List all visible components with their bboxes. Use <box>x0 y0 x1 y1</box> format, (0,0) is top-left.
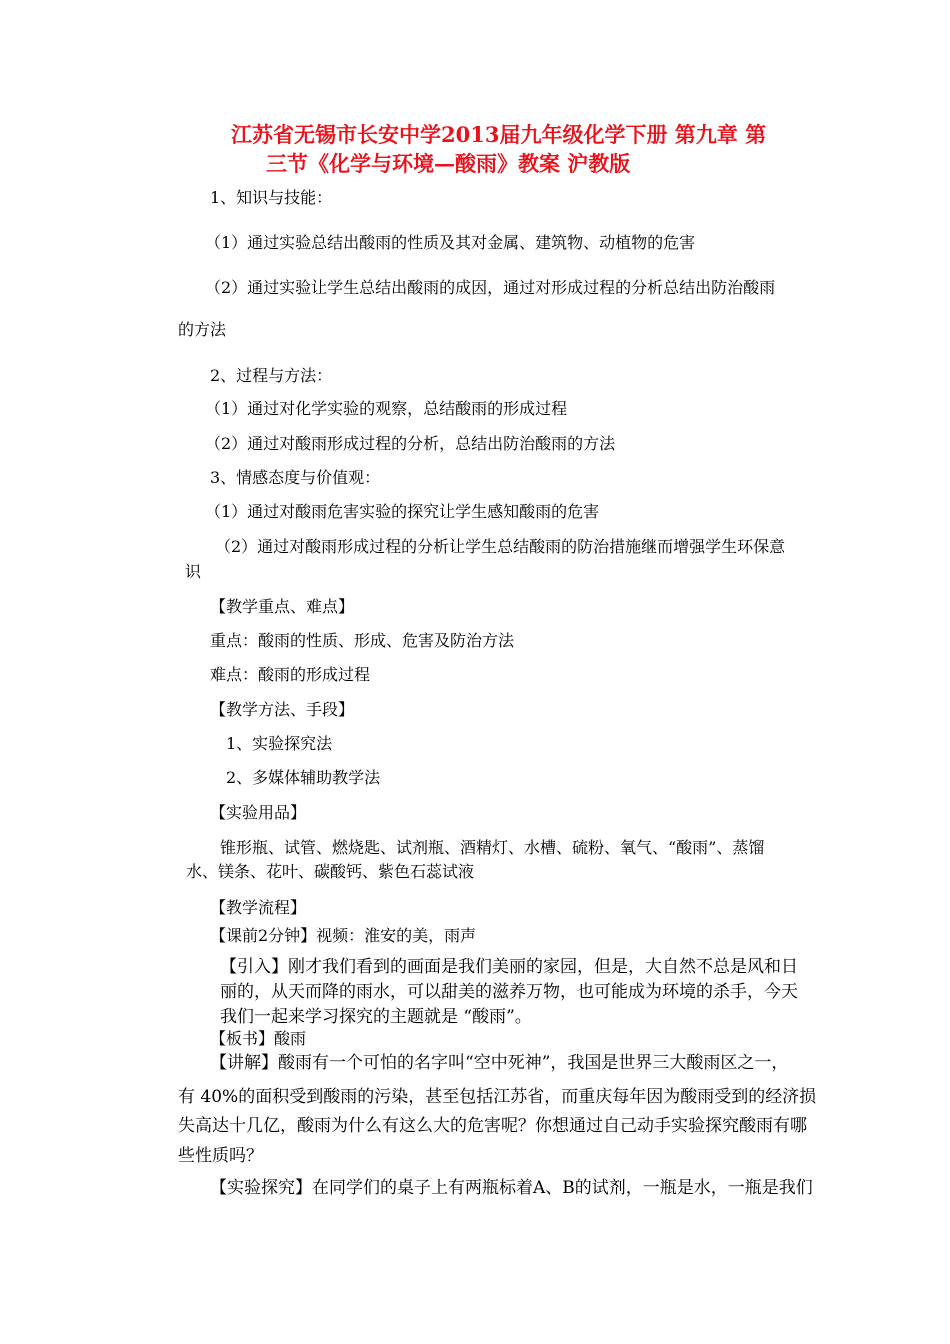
materials-text: 锥形瓶、试管、燃烧匙、试剂瓶、酒精灯、水槽、硫粉、氧气、“酸雨”、蒸馏 <box>220 838 765 857</box>
board-note: 【板书】酸雨 <box>210 1029 307 1048</box>
section-process-method: 2、过程与方法： <box>210 366 333 385</box>
flow-text: 【课前2分钟】视频：淮安的美，雨声 <box>210 926 477 945</box>
objective-text: （2）通过对酸雨形成过程的分析让学生总结酸雨的防治措施继而增强学生环保意 <box>215 537 786 556</box>
intro-paragraph: 【引入】刚才我们看到的画面是我们美丽的家园，但是，大自然不总是风和日 <box>220 957 798 977</box>
lecture-paragraph: 失高达十几亿，酸雨为什么有这么大的危害呢？你想通过自己动手实验探究酸雨有哪 <box>178 1116 807 1136</box>
lecture-paragraph: 有 40%的面积受到酸雨的污染，甚至包括江苏省，而重庆每年因为酸雨受到的经济损 <box>178 1087 817 1107</box>
lecture-paragraph: 【讲解】酸雨有一个可怕的名字叫“空中死神”，我国是世界三大酸雨区之一， <box>210 1053 789 1073</box>
lecture-paragraph: 些性质吗？ <box>178 1146 263 1166</box>
intro-paragraph: 丽的，从天而降的雨水，可以甜美的滋养万物，也可能成为环境的杀手，今天 <box>220 982 798 1002</box>
heading-teaching-flow: 【教学流程】 <box>210 898 307 917</box>
document-title-line-2: 三节《化学与环境—酸雨》教案 沪教版 <box>266 151 631 176</box>
experiment-paragraph: 【实验探究】在同学们的桌子上有两瓶标着A、B的试剂，一瓶是水，一瓶是我们 <box>210 1178 813 1198</box>
objective-text: （2）通过对酸雨形成过程的分析，总结出防治酸雨的方法 <box>205 434 616 453</box>
materials-text: 水、镁条、花叶、碳酸钙、紫色石蕊试液 <box>186 862 475 881</box>
objective-text: （1）通过对酸雨危害实验的探究让学生感知酸雨的危害 <box>205 502 600 521</box>
intro-paragraph: 我们一起来学习探究的主题就是 “酸雨”。 <box>220 1007 532 1027</box>
objective-text: 的方法 <box>178 320 227 339</box>
objective-text: （1）通过对化学实验的观察，总结酸雨的形成过程 <box>205 399 568 418</box>
key-point-text: 重点：酸雨的性质、形成、危害及防治方法 <box>210 631 515 650</box>
heading-teaching-methods: 【教学方法、手段】 <box>210 700 355 719</box>
heading-lab-materials: 【实验用品】 <box>210 803 307 822</box>
objective-text: （2）通过实验让学生总结出酸雨的成因，通过对形成过程的分析总结出防治酸雨 <box>205 278 776 297</box>
objective-text: 识 <box>185 562 202 581</box>
method-item: 2、多媒体辅助教学法 <box>226 768 381 787</box>
method-item: 1、实验探究法 <box>226 734 333 753</box>
document-title-line-1: 江苏省无锡市长安中学2013届九年级化学下册 第九章 第 <box>231 122 767 147</box>
heading-key-points: 【教学重点、难点】 <box>210 597 355 616</box>
section-knowledge-skills: 1、知识与技能： <box>210 188 333 207</box>
section-attitude-values: 3、情感态度与价值观： <box>210 468 381 487</box>
difficulty-text: 难点：酸雨的形成过程 <box>210 665 371 684</box>
objective-text: （1）通过实验总结出酸雨的性质及其对金属、建筑物、动植物的危害 <box>205 233 696 252</box>
